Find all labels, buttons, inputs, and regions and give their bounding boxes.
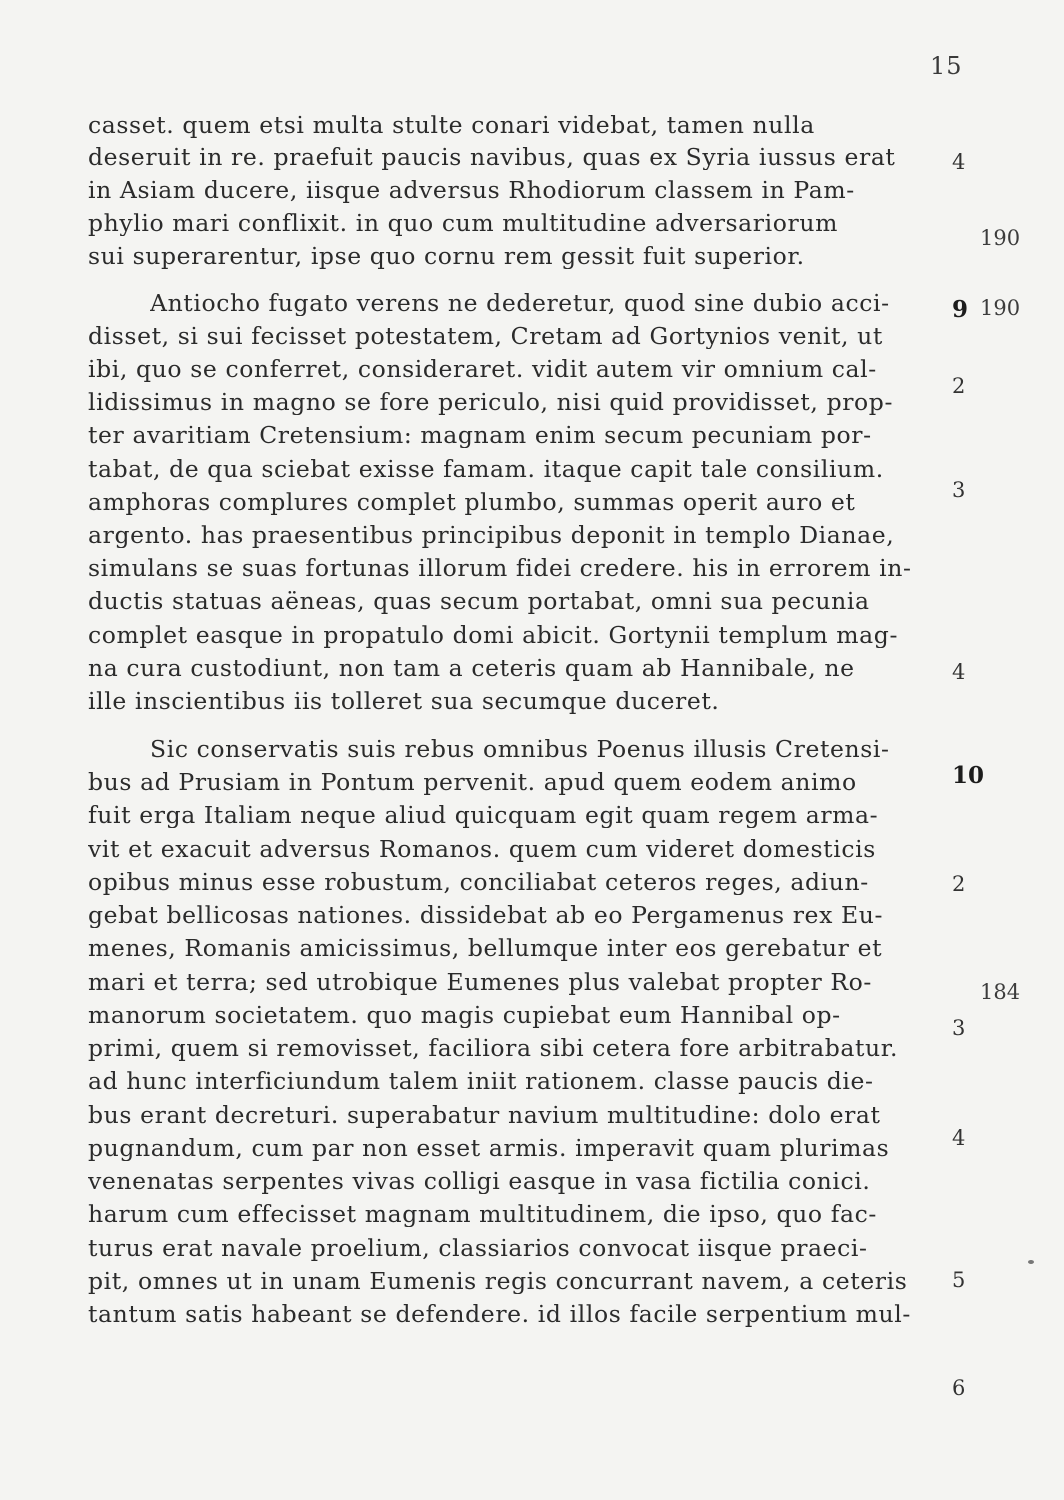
chapter-number: 9 bbox=[952, 296, 969, 323]
section-number: 4 bbox=[952, 1126, 966, 1150]
text-line: tabat, de qua sciebat exisse famam. itaque capit tale consilium. bbox=[88, 458, 884, 482]
year-marker: 190 bbox=[980, 226, 1021, 250]
text-line: fuit erga Italiam neque aliud quicquam egit quam regem arma- bbox=[88, 804, 879, 828]
text-line: pit, omnes ut in unam Eumenis regis concurrant navem, a ceteris bbox=[88, 1270, 908, 1294]
section-number: 3 bbox=[952, 478, 966, 502]
chapter-number: 10 bbox=[952, 762, 985, 789]
text-line: in Asiam ducere, iisque adversus Rhodiorum classem in Pam- bbox=[88, 179, 855, 203]
section-number: 2 bbox=[952, 872, 966, 896]
text-line: amphoras complures complet plumbo, summas operit auro et bbox=[88, 491, 856, 515]
text-line: menes, Romanis amicissimus, bellumque inter eos gerebatur et bbox=[88, 937, 883, 961]
text-line: phylio mari conflixit. in quo cum multitudine adversariorum bbox=[88, 212, 838, 236]
text-line: casset. quem etsi multa stulte conari videbat, tamen nulla bbox=[88, 114, 815, 138]
text-line: ductis statuas aëneas, quas secum portabat, omni sua pecunia bbox=[88, 590, 870, 614]
text-line: sui superarentur, ipse quo cornu rem gessit fuit superior. bbox=[88, 245, 805, 269]
section-number: 4 bbox=[952, 150, 966, 174]
text-line: mari et terra; sed utrobique Eumenes plus valebat propter Ro- bbox=[88, 971, 872, 995]
text-line: na cura custodiunt, non tam a ceteris quam ab Hannibale, ne bbox=[88, 657, 855, 681]
text-line: pugnandum, cum par non esset armis. imperavit quam plurimas bbox=[88, 1137, 890, 1161]
text-line: simulans se suas fortunas illorum fidei credere. his in errorem in- bbox=[88, 557, 912, 581]
text-line: ibi, quo se conferret, consideraret. vidit autem vir omnium cal- bbox=[88, 358, 877, 382]
text-line: ille inscientibus iis tolleret sua secumque duceret. bbox=[88, 690, 720, 714]
text-line: turus erat navale proelium, classiarios convocat iisque praeci- bbox=[88, 1237, 868, 1261]
text-line: lidissimus in magno se fore periculo, nisi quid providisset, prop- bbox=[88, 391, 893, 415]
text-line: harum cum effecisset magnam multitudinem, die ipso, quo fac- bbox=[88, 1203, 877, 1227]
page-number: 15 bbox=[930, 52, 963, 80]
section-number: 3 bbox=[952, 1016, 966, 1040]
text-line: argento. has praesentibus principibus deponit in templo Dianae, bbox=[88, 524, 895, 548]
section-number: 6 bbox=[952, 1376, 966, 1400]
text-line: disset, si sui fecisset potestatem, Cretam ad Gortynios venit, ut bbox=[88, 325, 883, 349]
text-line: gebat bellicosas nationes. dissidebat ab eo Pergamenus rex Eu- bbox=[88, 904, 884, 928]
text-line: deseruit in re. praefuit paucis navibus, quas ex Syria iussus erat bbox=[88, 146, 896, 170]
text-line: vit et exacuit adversus Romanos. quem cum videret domesticis bbox=[88, 838, 876, 862]
text-line: ad hunc interficiundum talem iniit rationem. classe paucis die- bbox=[88, 1070, 874, 1094]
text-line: venenatas serpentes vivas colligi easque in vasa fictilia conici. bbox=[88, 1170, 871, 1194]
section-number: 5 bbox=[952, 1268, 966, 1292]
year-marker: 190 bbox=[980, 296, 1021, 320]
text-line: tantum satis habeant se defendere. id illos facile serpentium mul- bbox=[88, 1303, 911, 1327]
text-line: primi, quem si removisset, faciliora sibi cetera fore arbitrabatur. bbox=[88, 1037, 899, 1061]
print-speck bbox=[1028, 1260, 1034, 1264]
section-number: 4 bbox=[952, 660, 966, 684]
text-line: ter avaritiam Cretensium: magnam enim secum pecuniam por- bbox=[88, 424, 872, 448]
paragraph-first-line: Antiocho fugato verens ne dederetur, quod sine dubio acci- bbox=[150, 292, 890, 316]
text-line: complet easque in propatulo domi abicit. Gortynii templum mag- bbox=[88, 624, 898, 648]
paragraph-first-line: Sic conservatis suis rebus omnibus Poenus illusis Cretensi- bbox=[150, 738, 890, 762]
year-marker: 184 bbox=[980, 980, 1021, 1004]
text-line: manorum societatem. quo magis cupiebat eum Hannibal op- bbox=[88, 1004, 841, 1028]
section-number: 2 bbox=[952, 374, 966, 398]
text-line: opibus minus esse robustum, conciliabat ceteros reges, adiun- bbox=[88, 871, 869, 895]
text-line: bus erant decreturi. superabatur navium multitudine: dolo erat bbox=[88, 1104, 881, 1128]
text-line: bus ad Prusiam in Pontum pervenit. apud quem eodem animo bbox=[88, 771, 857, 795]
